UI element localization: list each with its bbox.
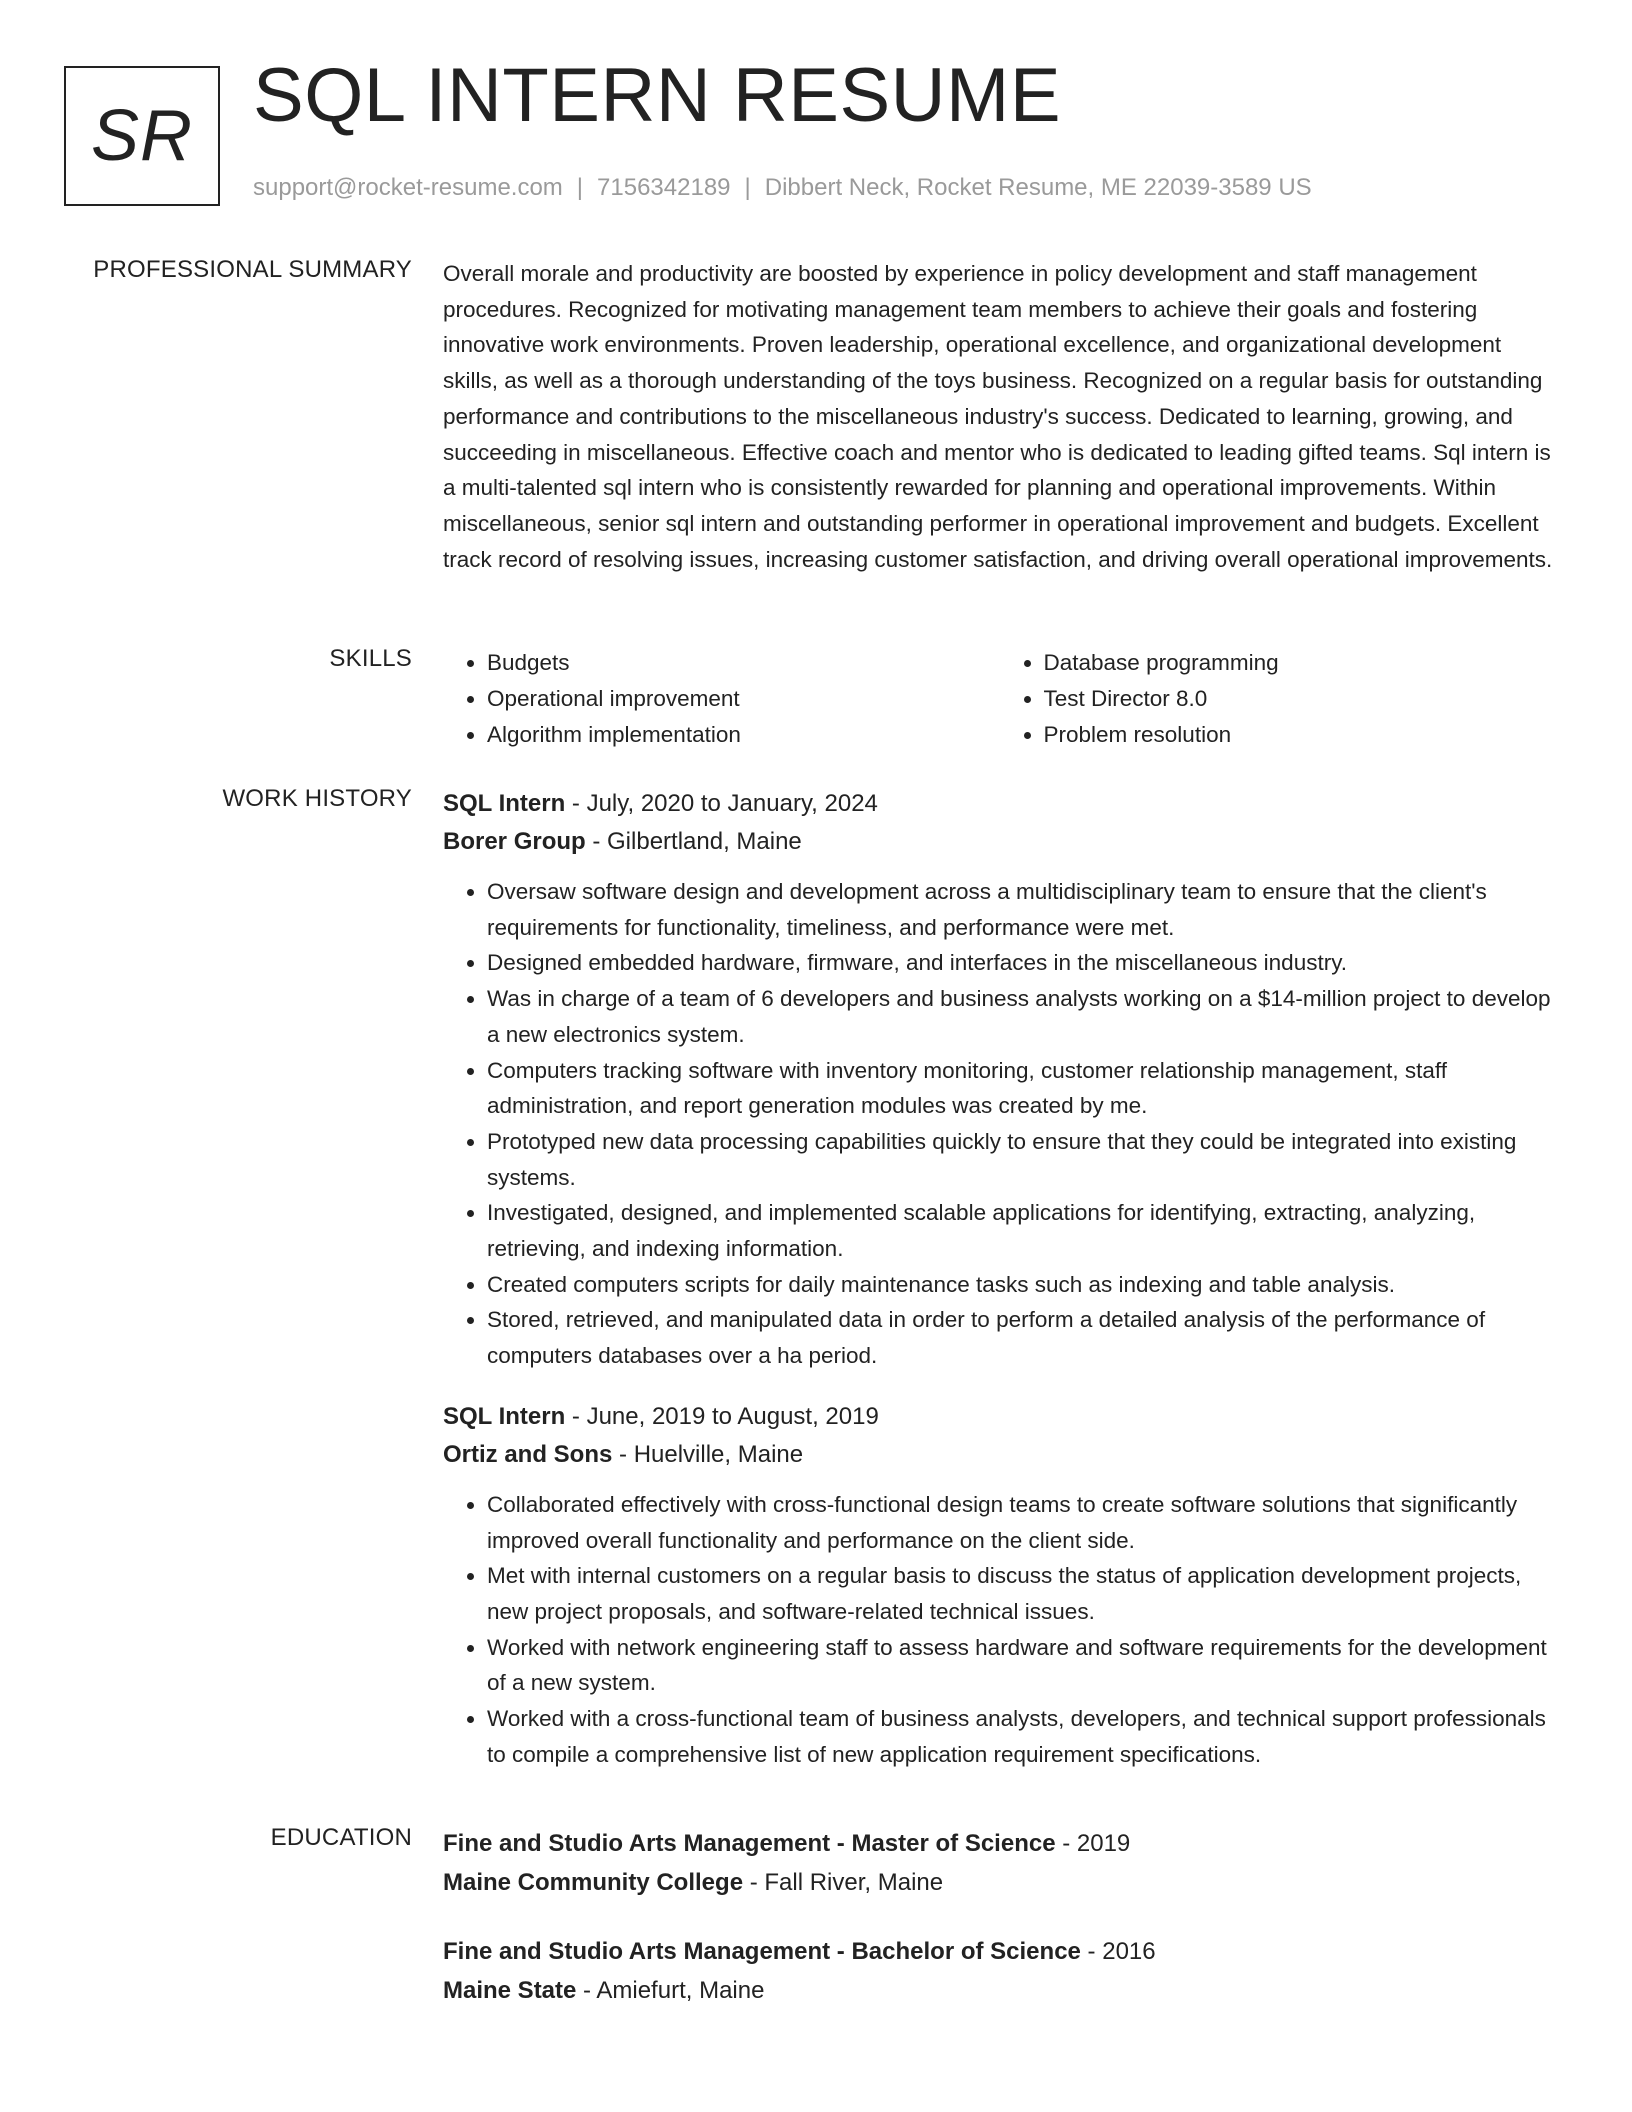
section-label-skills: SKILLS [329, 645, 412, 672]
job-dates: - June, 2019 to August, 2019 [565, 1402, 879, 1430]
education-school-line [443, 1863, 1556, 1902]
contact-phone[interactable]: 7156342189 [597, 174, 731, 201]
job-bullet: • Was in charge of a team of 6 developers and business analysts working on a $14-million project to develop a new electronics system. [487, 981, 1556, 1052]
monogram-logo [64, 66, 220, 206]
job-entry [443, 1398, 1556, 1773]
education-school: Maine Community College [443, 1869, 744, 1896]
education-body [443, 1824, 1556, 2040]
education-year: - 2016 [1080, 1938, 1156, 1965]
summary-text: Overall morale and productivity are boosted by experience in policy development and staff management procedures. Recognized for motivating management team members to achieve their goals and fostering innovative work environments. Proven leadership, operational excellence, and organizational development skills, as well as a thorough understanding of the toys business. Recognized on a regular basis for outstanding performance and contributions to the miscellaneous industry's success. Dedicated to learning, growing, and succeeding in miscellaneous. Effective coach and mentor who is dedicated to leading gifted teams. Sql intern is a multi-talented sql intern who is consistently rewarded for planning and operational improvements. Within miscellaneous, senior sql intern and outstanding performer in operational improvement and budgets. Excellent track record of resolving issues, increasing customer satisfaction, and driving overall operational improvements. [443, 261, 1553, 572]
education-school-line [443, 1971, 1556, 2010]
resume-title: SQL INTERN RESUME [253, 53, 1062, 138]
work-body [443, 785, 1556, 1796]
contact-email[interactable]: support@rocket-resume.com [253, 174, 563, 201]
job-bullets [443, 1487, 1556, 1773]
contact-address: Dibbert Neck, Rocket Resume, ME 22039-3589 US [764, 174, 1312, 201]
job-title: SQL Intern [443, 790, 566, 817]
education-year: - 2019 [1055, 1830, 1131, 1857]
job-bullet: • Created computers scripts for daily maintenance tasks such as indexing and table analysis. [487, 1267, 1556, 1303]
skills-list-right [1000, 645, 1557, 753]
job-bullet: • Worked with a cross-functional team of business analysts, developers, and technical support professionals to compile a comprehensive list of new application requirement specifications. [487, 1701, 1556, 1772]
education-location: - Fall River, Maine [743, 1869, 944, 1896]
job-bullet: • Designed embedded hardware, firmware, and interfaces in the miscellaneous industry. [487, 945, 1556, 981]
job-title-line [443, 1398, 1556, 1436]
skills-list-left [443, 645, 1000, 753]
job-bullet: • Collaborated effectively with cross-functional design teams to create software solutions that significantly improved overall functionality and performance on the client side. [487, 1487, 1556, 1558]
skill-item: • Budgets [487, 645, 1000, 681]
education-school: Maine State [443, 1977, 577, 2004]
skill-item: • Database programming [1044, 645, 1557, 681]
job-entry [443, 785, 1556, 1374]
job-title: SQL Intern [443, 1402, 566, 1430]
education-degree: Fine and Studio Arts Management - Master of Science [443, 1830, 1056, 1857]
job-dates: - July, 2020 to January, 2024 [565, 790, 878, 817]
section-label-education: EDUCATION [270, 1824, 412, 1851]
contact-separator: | [744, 174, 751, 201]
education-location: - Amiefurt, Maine [576, 1977, 765, 2004]
job-bullet: • Oversaw software design and development across a multidisciplinary team to ensure that the client's requirements for functionality, timeliness, and performance were met. [487, 874, 1556, 945]
job-title-line [443, 785, 1556, 823]
education-entry [443, 1824, 1556, 1902]
job-company: Borer Group [443, 828, 586, 855]
contact-line [253, 174, 1312, 202]
skill-item: • Algorithm implementation [487, 717, 1000, 753]
education-degree-line [443, 1824, 1556, 1863]
job-location: - Huelville, Maine [612, 1440, 804, 1468]
education-degree: Fine and Studio Arts Management - Bachelor of Science [443, 1938, 1081, 1965]
job-bullet: • Investigated, designed, and implemented scalable applications for identifying, extracting, analyzing, retrieving, and indexing information. [487, 1195, 1556, 1266]
job-location: - Gilbertland, Maine [585, 828, 802, 855]
summary-body [443, 256, 1556, 577]
skill-item: • Operational improvement [487, 681, 1000, 717]
job-company-line [443, 1436, 1556, 1474]
section-label-summary: PROFESSIONAL SUMMARY [93, 256, 412, 283]
job-bullet: • Stored, retrieved, and manipulated data in order to perform a detailed analysis of the performance of computers databases over a ha period. [487, 1302, 1556, 1373]
job-bullet: • Met with internal customers on a regular basis to discuss the status of application development projects, new project proposals, and software-related technical issues. [487, 1558, 1556, 1629]
skills-grid [443, 645, 1556, 753]
skill-item: • Problem resolution [1044, 717, 1557, 753]
job-company: Ortiz and Sons [443, 1440, 613, 1468]
job-bullet: • Prototyped new data processing capabilities quickly to ensure that they could be integrated into existing systems. [487, 1124, 1556, 1195]
skill-item: • Test Director 8.0 [1044, 681, 1557, 717]
monogram-text: SR [90, 96, 194, 176]
job-bullet: • Worked with network engineering staff to assess hardware and software requirements for the development of a new system. [487, 1630, 1556, 1701]
education-entry [443, 1932, 1556, 2010]
job-bullet: • Computers tracking software with inventory monitoring, customer relationship management, staff administration, and report generation modules was created by me. [487, 1053, 1556, 1124]
skills-body [443, 645, 1556, 753]
job-bullets [443, 874, 1556, 1374]
contact-separator: | [576, 174, 584, 201]
education-degree-line [443, 1932, 1556, 1971]
section-label-work: WORK HISTORY [222, 785, 412, 812]
job-company-line [443, 823, 1556, 861]
